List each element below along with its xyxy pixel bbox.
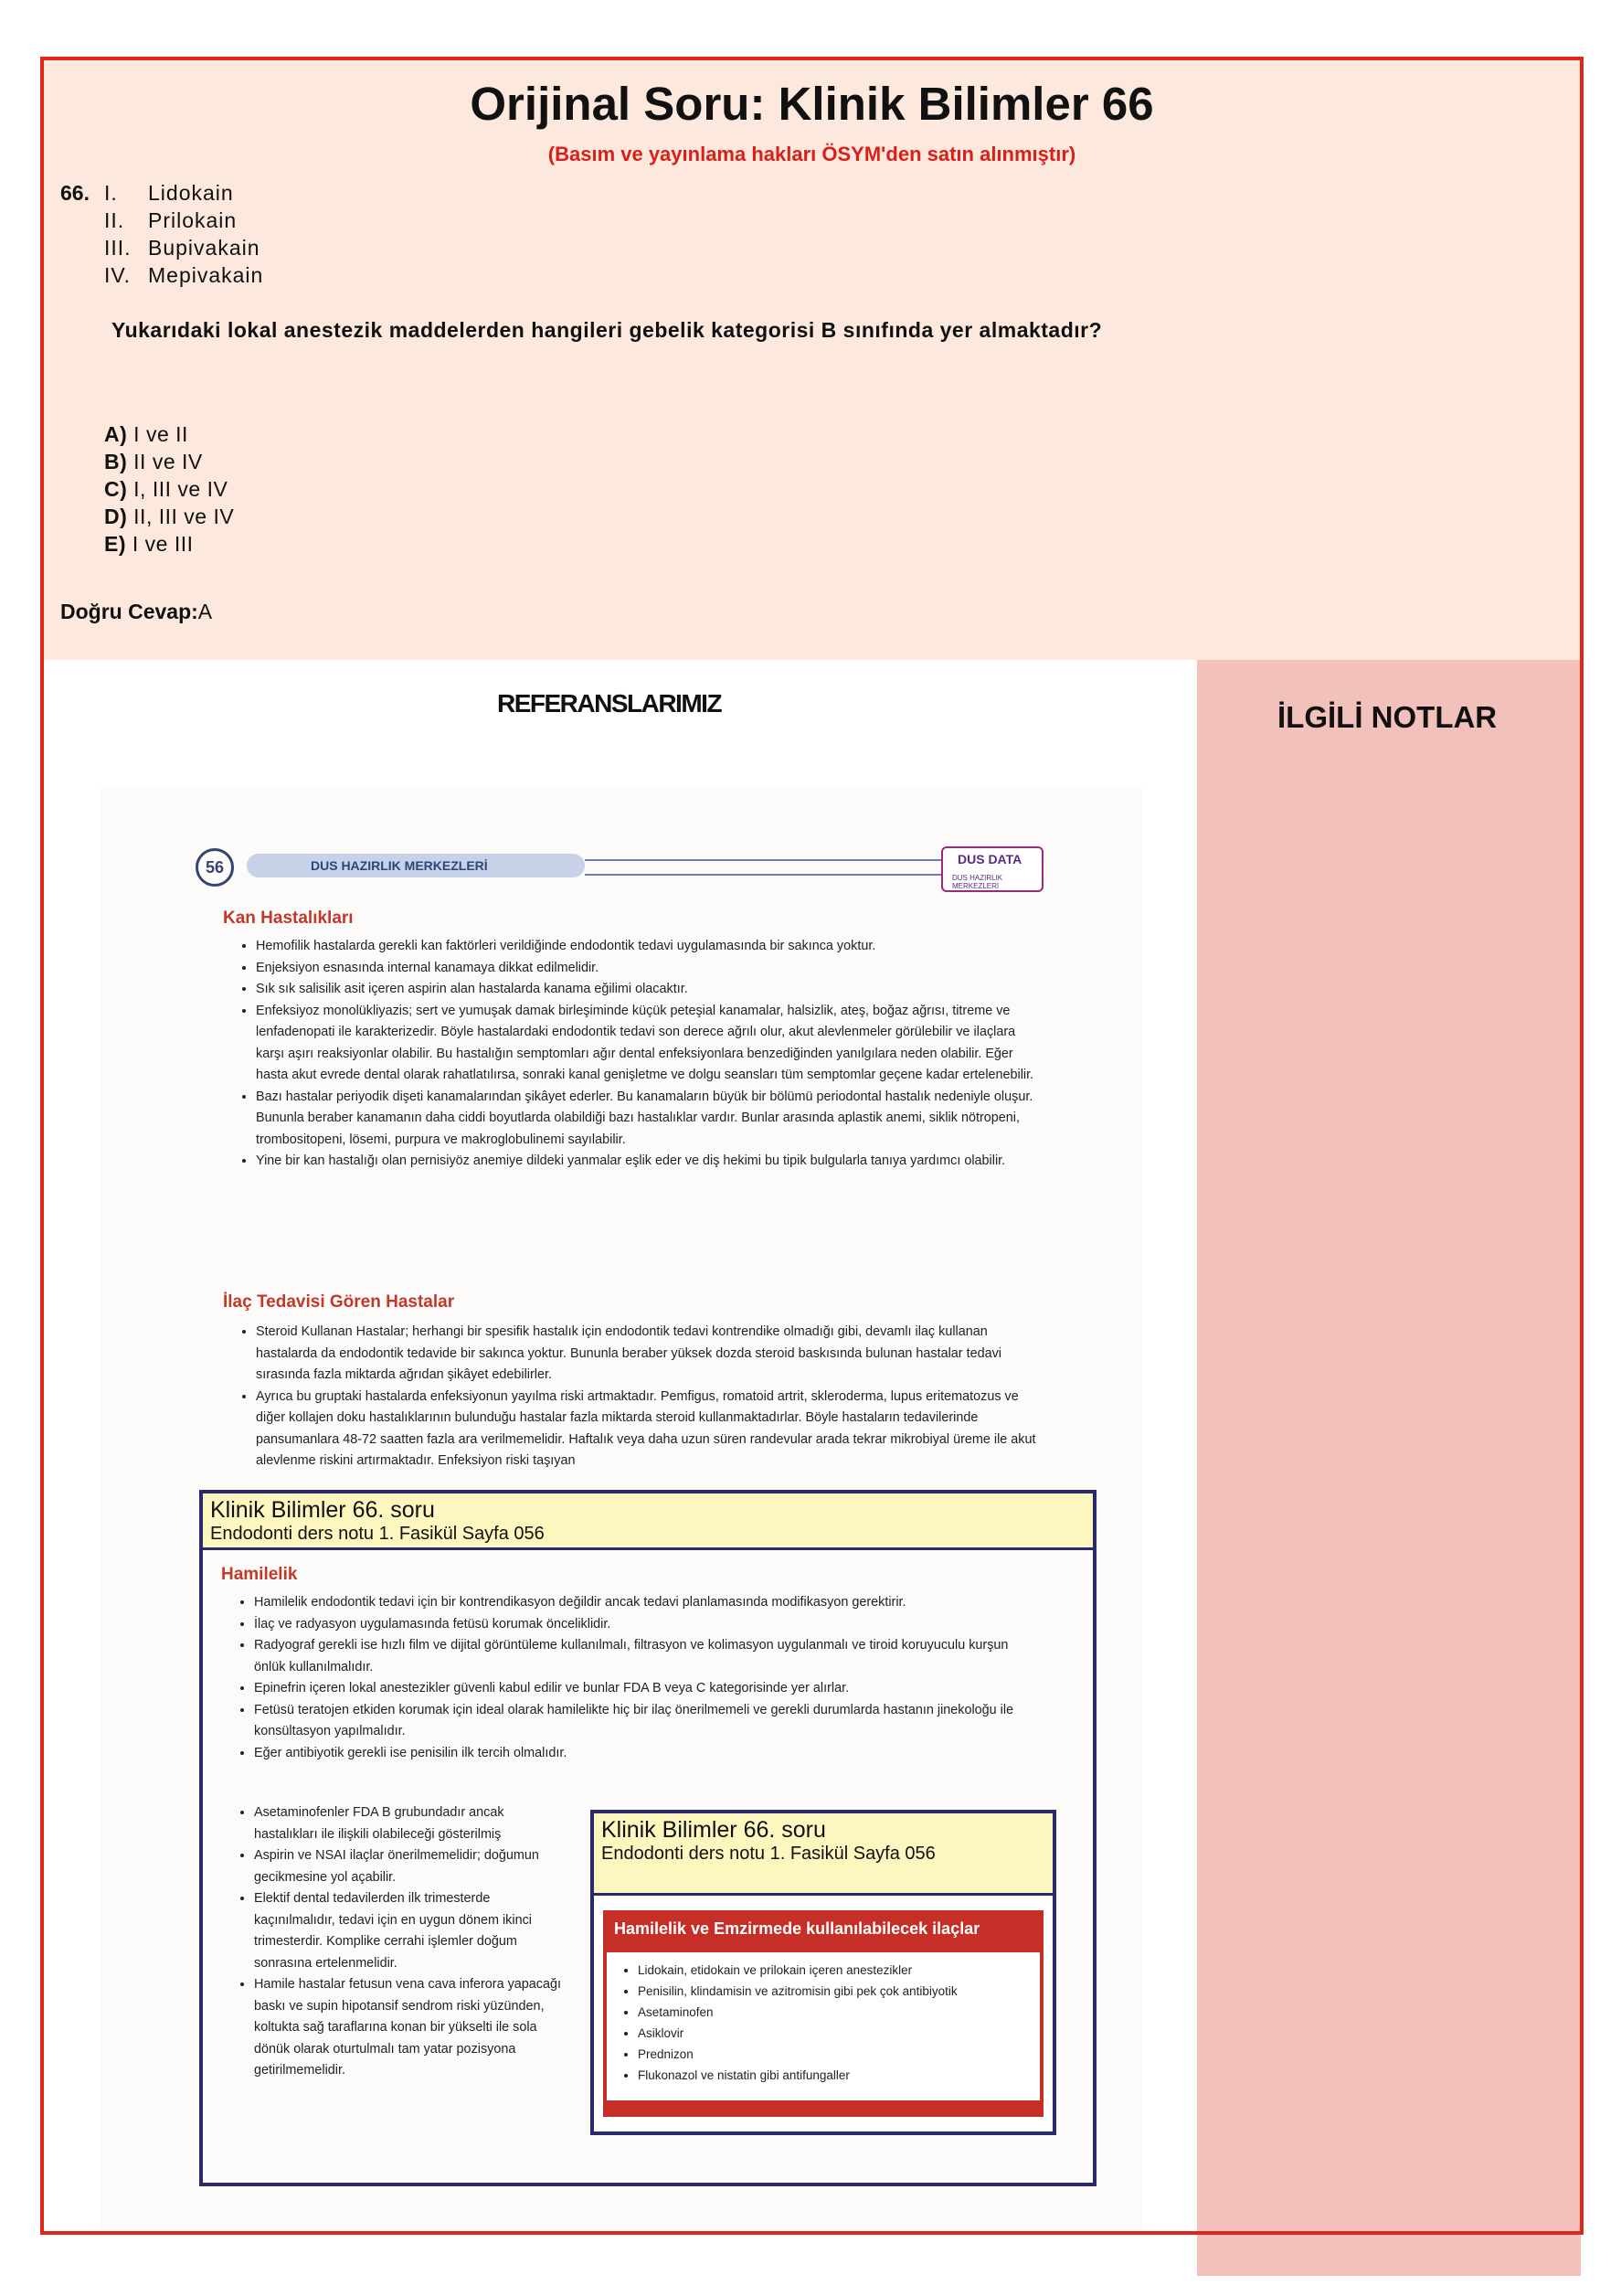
list-item: • Elektif dental tedavilerden ilk trimesterde kaçınılmalıdır, tedavi için en uygun dönem ikinci trimesterdir. Komplike cerrahi işlemler doğum sonrasına ertelenmelidir.	[254, 1888, 570, 1974]
list-item: • Epinefrin içeren lokal anestezikler güvenli kabul edilir ve bunlar FDA B veya C kategorisinde yer alırlar.	[254, 1678, 1040, 1700]
list-item: • Asiklovir	[638, 2023, 1040, 2044]
list-item: • Hamilelik endodontik tedavi için bir kontrendikasyon değildir ancak tedavi planlamasında modifikasyon gerektirir.	[254, 1592, 1040, 1614]
page-number: 56	[196, 848, 234, 887]
callout-subtitle: Endodonti ders notu 1. Fasikül Sayfa 056	[601, 1844, 936, 1864]
item-2: II. Prilokain	[104, 208, 238, 232]
list-item: • Ayrıca bu gruptaki hastalarda enfeksiyonun yayılma riski artmaktadır. Pemfigus, romatoid artrit, skleroderma, lupus eritematozus ve diğer kollajen doku hastalıklarının bulunduğu hastalar fazla miktarda steroid kullanmaktadırlar. Böyle hastaların tedavilerinde pansumanlara 48-72 saatten fazla ara verilmemelidir. Haftalık veya daha uzun süren randevular arada tekrar mikrobiyal üreme ile akut alevlenme riskini artırmaktadır. Enfeksiyon riski taşıyan	[256, 1387, 1042, 1472]
item-1: I. Lidokain	[104, 181, 234, 205]
drug-table-title: Hamilelik ve Emzirmede kullanılabilecek ilaçlar	[614, 1919, 980, 1938]
option-b[interactable]: B) II ve IV	[104, 450, 203, 473]
list-item: • Lidokain, etidokain ve prilokain içeren anestezikler	[638, 1960, 1040, 1981]
list-item: • Eğer antibiyotik gerekli ise penisilin ilk tercih olmalıdır.	[254, 1743, 1040, 1765]
copyright-note: (Basım ve yayınlama hakları ÖSYM'den satın alınmıştır)	[547, 143, 1076, 165]
notes-title: İLGİLİ NOTLAR	[1277, 700, 1498, 734]
header-band: DUS HAZIRLIK MERKEZLERİ	[247, 854, 585, 877]
question-number: 66.	[60, 181, 90, 205]
option-a[interactable]: A) I ve II	[104, 422, 188, 446]
section-ilac-tedavisi: İlaç Tedavisi Gören Hastalar	[223, 1292, 455, 1312]
correct-answer: Doğru Cevap:A	[60, 600, 213, 623]
option-c[interactable]: C) I, III ve IV	[104, 477, 228, 501]
item-4: IV. Mepivakain	[104, 263, 264, 287]
page-frame	[40, 57, 1584, 2235]
list-item: • Yine bir kan hastalığı olan pernisiyöz anemiye dildeki yanmalar eşlik eder ve diş hekimi bu tipik bulgularla tanıya yardımcı olabilir.	[256, 1151, 1042, 1173]
list-item: • Asetaminofen	[638, 2002, 1040, 2023]
list-item: • Prednizon	[638, 2044, 1040, 2065]
item-3: III. Bupivakain	[104, 236, 260, 260]
list-item: • Sık sık salisilik asit içeren aspirin alan hastalarda kanama eğilimi olacaktır.	[256, 979, 1042, 1001]
option-e[interactable]: E) I ve III	[104, 532, 194, 556]
question-title: Orijinal Soru: Klinik Bilimler 66	[470, 78, 1154, 130]
list-item: • İlaç ve radyasyon uygulamasında fetüsü korumak önceliklidir.	[254, 1614, 1040, 1636]
list-item: • Steroid Kullanan Hastalar; herhangi bir spesifik hastalık için endodontik tedavi kontrendike olmadığı gibi, devamlı ilaç kullanan hastalarda da endodontik tedavide bir sakınca yoktur. Bununla beraber yüksek dozda steroid baskısında bulunan hastalar tedavi sırasında fazla miktarda ağrıdan şikâyet edebilirler.	[256, 1322, 1042, 1387]
references-title: REFERANSLARIMIZ	[497, 689, 722, 718]
list-item: • Enfeksiyoz monolükliyazis; sert ve yumuşak damak birleşiminde küçük peteşial kanamalar, halsizlik, ateş, boğaz ağrısı, titreme ve lenfadenopati ile karakterizedir. Böyle hastalardaki endodontik tedavi son derece ağrılı olur, akut alevlenmeler görülebilir ve ilaçlara karşı aşırı reaksiyonlar olabilir. Bu hastalığın semptomları ağır dental enfeksiyonlara benzediğinden yanılgılara neden olabilir. Eğer hasta akut evrede dental olarak rahatlatılırsa, sonraki kanal genişletme ve dolgu seansları tüm semptomlar geçene kadar ertelenebilir.	[256, 1001, 1042, 1087]
list-item: • Asetaminofenler FDA B grubundadır ancak hastalıkları ile ilişkili olabileceği gösterilmiş	[254, 1802, 570, 1845]
list-item: • Penisilin, klindamisin ve azitromisin gibi pek çok antibiyotik	[638, 1981, 1040, 2002]
callout-title: Klinik Bilimler 66. soru	[210, 1497, 435, 1523]
section-hamilelik: Hamilelik	[221, 1565, 298, 1584]
list-item: • Enjeksiyon esnasında internal kanamaya dikkat edilmelidir.	[256, 958, 1042, 980]
callout-subtitle: Endodonti ders notu 1. Fasikül Sayfa 056	[210, 1524, 545, 1544]
list-item: • Fetüsü teratojen etkiden korumak için ideal olarak hamilelikte hiç bir ilaç önerilmemeli ve gerekli durumlarda hastanın jinekoloğu ile konsültasyon yapılmalıdır.	[254, 1700, 1040, 1743]
callout-title: Klinik Bilimler 66. soru	[601, 1817, 826, 1843]
list-item: • Hamile hastalar fetusun vena cava inferora yapacağı baskı ve supin hipotansif sendrom riski yüzünden, koltukta sağ taraflarına konan bir yükselti ile sola dönük olarak oturtulmalı tam yatar pozisyona getirilmemelidir.	[254, 1974, 570, 2082]
option-d[interactable]: D) II, III ve IV	[104, 505, 235, 528]
dusdata-logo: DUS DATA DUS HAZIRLIK MERKEZLERİ	[941, 846, 1044, 892]
list-item: • Bazı hastalar periyodik dişeti kanamalarından şikâyet ederler. Bu kanamaların büyük bir bölümü periodontal hastalık nedeniyle oluşur. Bununla beraber kanamanın daha ciddi boyutlarda olabildiği bazı hastalıklar vardır. Bunlar arasında aplastik anemi, siklik nötropeni, trombositopeni, lösemi, purpura ve makroglobulinemi sayılabilir.	[256, 1087, 1042, 1152]
list-item: • Flukonazol ve nistatin gibi antifungaller	[638, 2065, 1040, 2086]
list-item: • Hemofilik hastalarda gerekli kan faktörleri verildiğinde endodontik tedavi uygulamasında bir sakınca yoktur.	[256, 936, 1042, 958]
list-item: • Aspirin ve NSAI ilaçlar önerilmemelidir; doğumun gecikmesine yol açabilir.	[254, 1845, 570, 1888]
list-item: • Radyograf gerekli ise hızlı film ve dijital görüntüleme kullanılmalı, filtrasyon ve kolimasyon uygulanmalı ve tiroid koruyuculu kurşun önlük kullanılmalıdır.	[254, 1635, 1040, 1678]
section-kan-hastaliklari: Kan Hastalıkları	[223, 909, 354, 928]
question-stem: Yukarıdaki lokal anestezik maddelerden hangileri gebelik kategorisi B sınıfında yer almaktadır?	[111, 318, 1103, 342]
